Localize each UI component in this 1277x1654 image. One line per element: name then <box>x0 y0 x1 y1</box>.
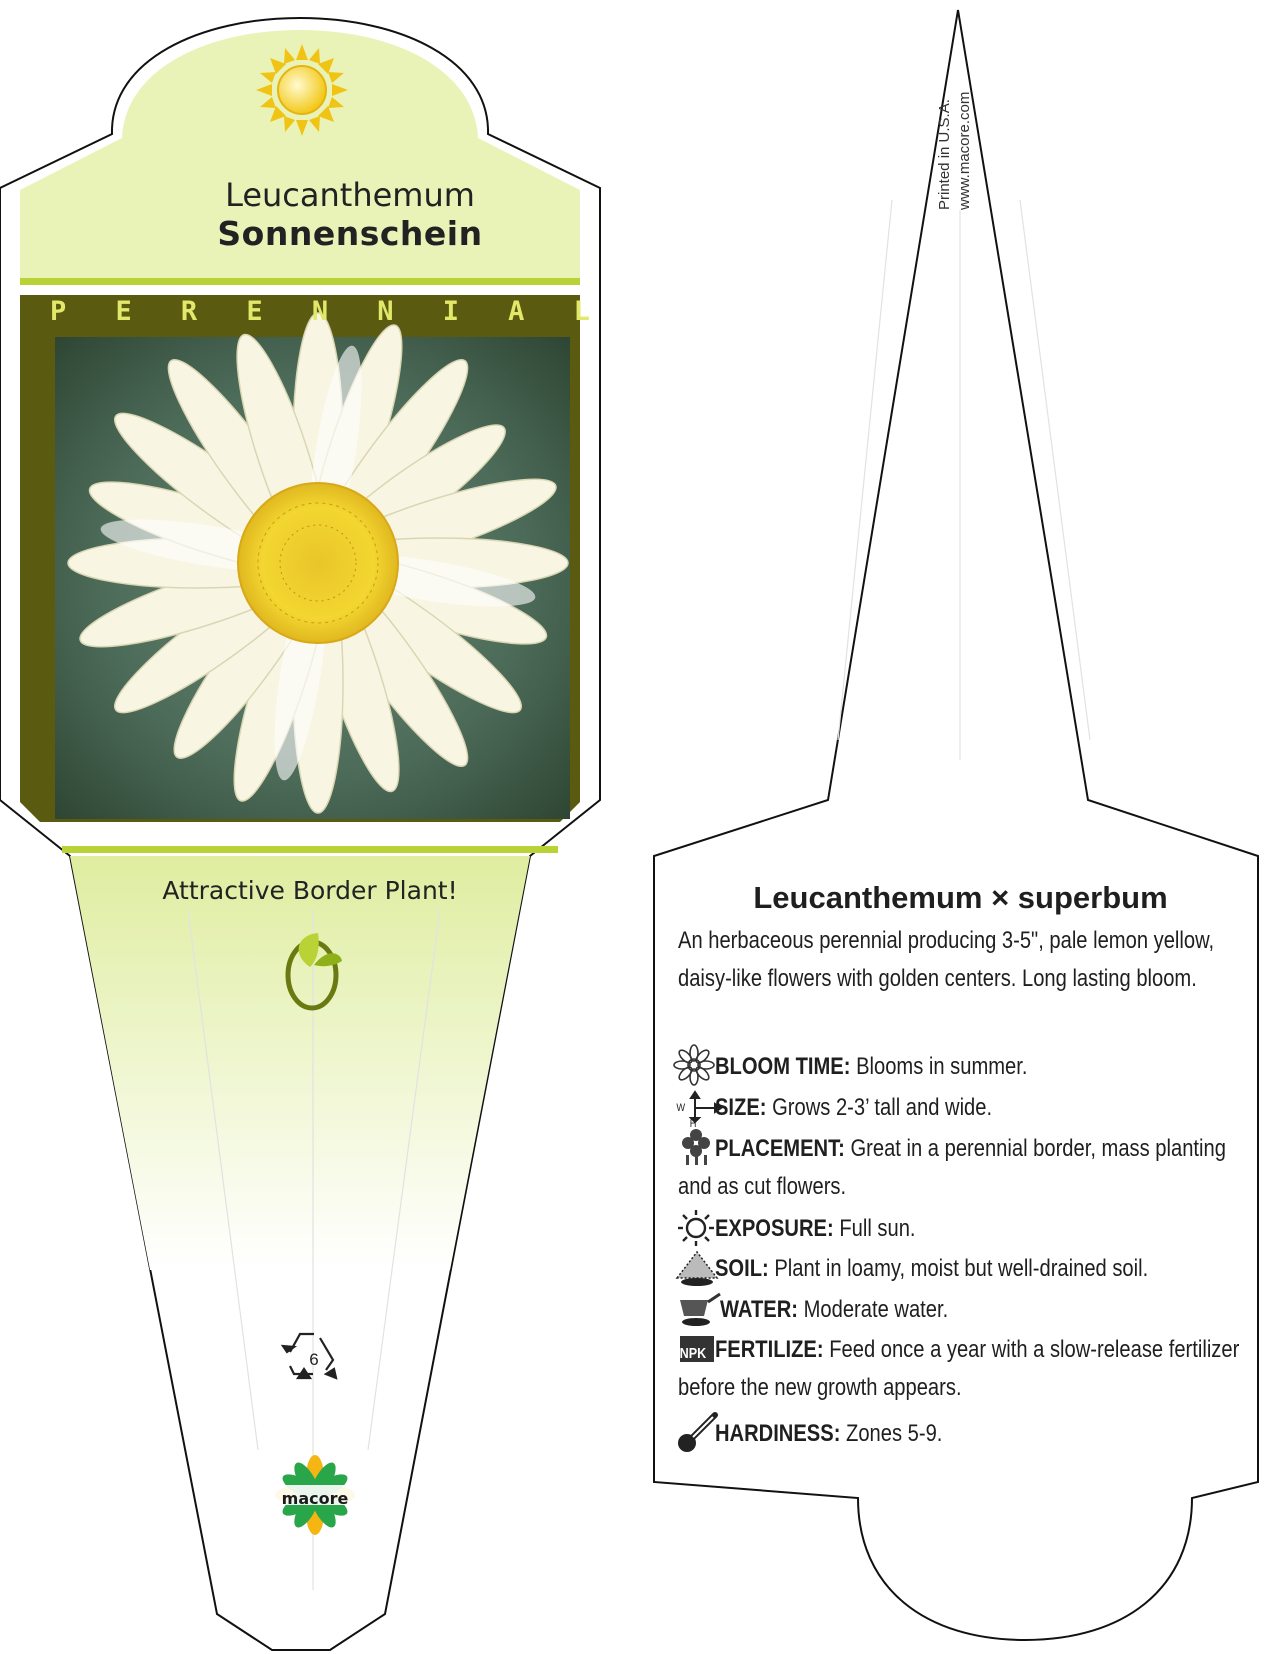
back-content <box>678 880 1243 998</box>
size-icon-w: W <box>676 1102 686 1114</box>
fertilize-row <box>678 1331 1249 1407</box>
tagline: Attractive Border Plant! <box>162 876 458 905</box>
bloom-time-label: BLOOM TIME: <box>714 1053 851 1080</box>
side-print <box>935 50 995 210</box>
soil-row <box>678 1250 1148 1288</box>
category-letter: I <box>442 296 459 327</box>
category-letter: R <box>180 296 198 327</box>
plant-cultivar: Sonnenschein <box>217 214 483 253</box>
fertilize-label: FERTILIZE: <box>714 1336 824 1363</box>
water-value: Moderate water. <box>803 1296 949 1323</box>
description: An herbaceous perennial producing 3-5", pale lemon yellow, daisy-like flowers with golden centers. Long lasting bloom. <box>678 927 1215 992</box>
brand-name: macore <box>281 1489 349 1508</box>
website: www.macore.com <box>956 91 973 210</box>
exposure-value: Full sun. <box>839 1215 916 1242</box>
soil-label: SOIL: <box>714 1255 769 1282</box>
size-icon-h: H <box>689 1118 697 1130</box>
bloom-time-row <box>678 1048 1027 1086</box>
hardiness-value: Zones 5-9. <box>846 1420 943 1447</box>
category-letter: P <box>50 296 67 327</box>
daisy-photo <box>55 313 570 819</box>
printed-in: Printed in U.S.A. <box>936 99 953 210</box>
size-row <box>676 1089 993 1130</box>
size-label: SIZE: <box>714 1094 767 1121</box>
exposure-label: EXPOSURE: <box>714 1215 834 1242</box>
plant-genus: Leucanthemum <box>225 176 475 214</box>
placement-label: PLACEMENT: <box>714 1135 845 1162</box>
category-letter: E <box>115 296 132 327</box>
water-label: WATER: <box>720 1296 799 1323</box>
category-label <box>50 296 590 327</box>
hardiness-row <box>678 1415 942 1453</box>
recycle-number: 6 <box>309 1350 319 1369</box>
placement-value: Great in a perennial border, mass planting and as cut flowers. <box>678 1135 1226 1200</box>
hardiness-label: HARDINESS: <box>714 1420 841 1447</box>
npk-text: NPK <box>679 1345 707 1362</box>
category-letter: N <box>377 296 394 327</box>
exposure-row <box>678 1210 916 1248</box>
size-value: Grows 2-3’ tall and wide. <box>772 1094 993 1121</box>
category-letter: A <box>508 296 525 327</box>
soil-value: Plant in loamy, moist but well-drained soil. <box>774 1255 1149 1282</box>
bloom-time-value: Blooms in summer. <box>856 1053 1028 1080</box>
fertilize-value: Feed once a year with a slow-release fertilizer before the new growth appears. <box>678 1336 1240 1401</box>
water-row <box>678 1291 948 1329</box>
placement-row <box>678 1130 1249 1206</box>
category-letter: L <box>573 296 590 327</box>
category-letter: N <box>311 296 329 327</box>
botanical-name: Leucanthemum × superbum <box>753 880 1168 915</box>
category-letter: E <box>246 296 263 327</box>
